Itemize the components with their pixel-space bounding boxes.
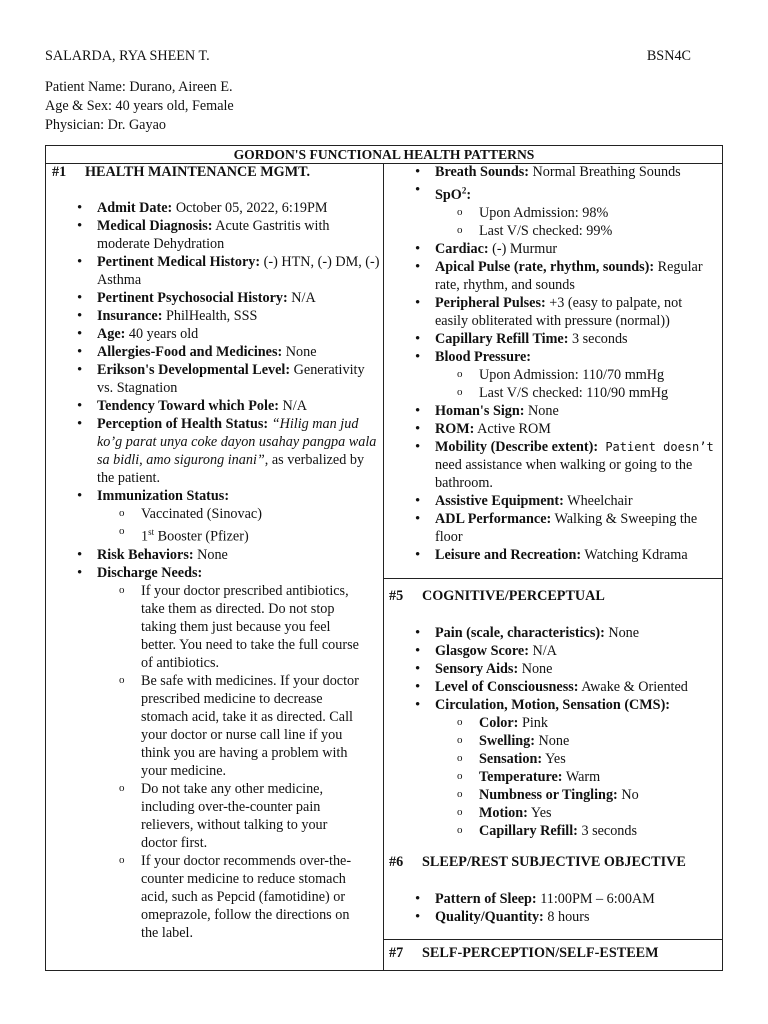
section-1-heading: #1 HEALTH MAINTENANCE MGMT. (52, 164, 311, 180)
list-item: • Breath Sounds: Normal Breathing Sounds (383, 163, 716, 181)
section-6 (383, 847, 722, 939)
section-7-heading: #7 SELF-PERCEPTION/SELF-ESTEEM (389, 945, 659, 961)
sub-item: o If your doctor prescribed antibiotics, take them as directed. Do not stop taking them just because you feel better. You need to take the full course of antibiotics. (97, 582, 365, 672)
list-item: • Blood Pressure: o Upon Admission: 110/70 mmHg o Last V/S checked: 110/90 mmHg (383, 348, 716, 402)
list-item: • ADL Performance: Walking & Sweeping the floor (383, 510, 716, 546)
patient-name: Patient Name: Durano, Aireen E. (45, 79, 233, 95)
student-name: SALARDA, RYA SHEEN T. (45, 48, 210, 64)
list-item: • Sensory Aids: None (383, 660, 722, 678)
sub-item: o 1st Booster (Pfizer) (97, 523, 383, 546)
list-item: • Assistive Equipment: Wheelchair (383, 492, 716, 510)
sub-item: o Upon Admission: 110/70 mmHg (435, 366, 716, 384)
section-4-continued (383, 163, 722, 578)
sub-item: o Be safe with medicines. If your doctor prescribed medicine to decrease stomach acid, take it as directed. Call your doctor or nurse call line if you think you are having a problem with your medicine. (97, 672, 365, 780)
sub-item: o Sensation: Yes (435, 750, 722, 768)
list-item: • Pain (scale, characteristics): None (383, 624, 722, 642)
list-item: • Admit Date: October 05, 2022, 6:19PM (46, 199, 383, 217)
document-header (45, 47, 691, 135)
right-column (383, 163, 722, 970)
list-item: • Circulation, Motion, Sensation (CMS): o Color: Pink o Swelling: None o Sensation: Yes o Temperature: Warm o Numbness or Tingling: No o Motion: Yes o Capillary Refill: 3 seconds (383, 696, 722, 840)
list-item: • Pattern of Sleep: 11:00PM – 6:00AM (383, 890, 722, 908)
sub-item: o Color: Pink (435, 714, 722, 732)
section-5-heading: #5 COGNITIVE/PERCEPTUAL (389, 588, 605, 604)
list-item: • Tendency Toward which Pole: N/A (46, 397, 383, 415)
sub-item: o Last V/S checked: 110/90 mmHg (435, 384, 716, 402)
sub-item: o Swelling: None (435, 732, 722, 750)
list-item: • Discharge Needs: o If your doctor prescribed antibiotics, take them as directed. Do not stop taking them just because you feel better. You need to take the full course of antibiotics. o Be safe with medicines. If your doctor prescribed medicine to decrease stomach acid, take it as directed. Call your doctor or nurse call line if you think you are having a problem with your medicine. o Do not take any other medicine, including over-the-counter pain relievers, without talking to your doctor first. o If your doctor recommends over-the-counter medicine to reduce stomach acid, such as Pepcid (famotidine) or omeprazole, follow the directions on the label. (46, 564, 383, 942)
patient-age-sex: Age & Sex: 40 years old, Female (45, 98, 234, 114)
sub-item: o Do not take any other medicine, including over-the-counter pain relievers, without talking to your doctor first. (97, 780, 365, 852)
sub-item: o Temperature: Warm (435, 768, 722, 786)
list-item: • Risk Behaviors: None (46, 546, 383, 564)
list-item: • Capillary Refill Time: 3 seconds (383, 330, 716, 348)
sub-item: o Vaccinated (Sinovac) (97, 505, 383, 523)
list-item: • Pertinent Psychosocial History: N/A (46, 289, 383, 307)
class-section: BSN4C (646, 48, 691, 64)
section-7 (383, 939, 722, 962)
sub-item: o Capillary Refill: 3 seconds (435, 822, 722, 840)
sub-item: o Motion: Yes (435, 804, 722, 822)
list-item: • Glasgow Score: N/A (383, 642, 722, 660)
list-item: • Quality/Quantity: 8 hours (383, 908, 722, 926)
section-6-heading: #6 SLEEP/REST SUBJECTIVE OBJECTIVE (389, 854, 686, 870)
list-item: • Erikson's Developmental Level: Generativity vs. Stagnation (46, 361, 383, 397)
list-item: • Homan's Sign: None (383, 402, 716, 420)
list-item: • Pertinent Medical History: (-) HTN, (-) DM, (-) Asthma (46, 253, 383, 289)
list-item: • Apical Pulse (rate, rhythm, sounds): Regular rate, rhythm, and sounds (383, 258, 716, 294)
physician: Physician: Dr. Gayao (45, 117, 166, 133)
gordon-table (45, 145, 723, 971)
section-1-list (46, 199, 383, 942)
sub-item: o If your doctor recommends over-the-counter medicine to reduce stomach acid, such as Pepcid (famotidine) or omeprazole, follow the directions on the label. (97, 852, 365, 942)
list-item: • Mobility (Describe extent): Patient doesn’t need assistance when walking or going to the bathroom. (383, 438, 716, 492)
sub-item: o Numbness or Tingling: No (435, 786, 722, 804)
list-item: • ROM: Active ROM (383, 420, 716, 438)
list-item: • Cardiac: (-) Murmur (383, 240, 716, 258)
list-item: • Age: 40 years old (46, 325, 383, 343)
sub-item: o Last V/S checked: 99% (435, 222, 716, 240)
list-item: • Insurance: PhilHealth, SSS (46, 307, 383, 325)
list-item: • Medical Diagnosis: Acute Gastritis with moderate Dehydration (46, 217, 383, 253)
table-title: GORDON'S FUNCTIONAL HEALTH PATTERNS (46, 146, 722, 164)
list-item: • SpO$^2$: o Upon Admission: 98% o Last V/S checked: 99% (383, 181, 716, 240)
list-item: • Leisure and Recreation: Watching Kdrama (383, 546, 716, 564)
left-column (46, 163, 384, 970)
list-item: • Perception of Health Status: “Hilig man jud ko’g parat unya coke dayon usahay pangpa wala sa bidli, amo sigurong inani”, as verbalized by the patient. (46, 415, 383, 487)
section-5 (383, 578, 722, 847)
list-item: • Allergies-Food and Medicines: None (46, 343, 383, 361)
list-item: • Peripheral Pulses: +3 (easy to palpate, not easily obliterated with pressure (normal)) (383, 294, 716, 330)
list-item: • Level of Consciousness: Awake & Oriented (383, 678, 722, 696)
sub-item: o Upon Admission: 98% (435, 204, 716, 222)
list-item: • Immunization Status: o Vaccinated (Sinovac) o 1st Booster (Pfizer) (46, 487, 383, 546)
